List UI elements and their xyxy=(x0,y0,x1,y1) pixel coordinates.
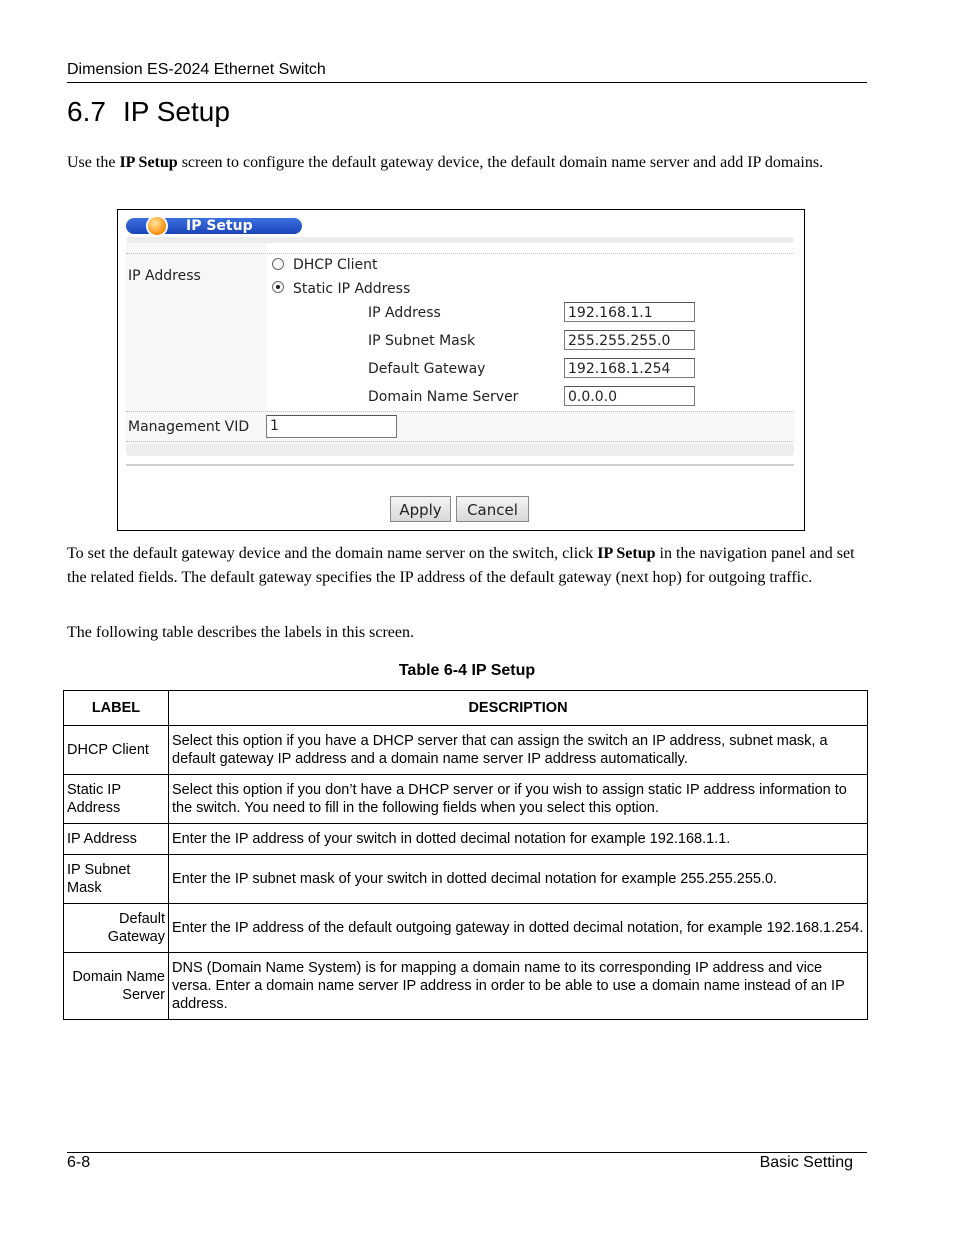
intro-bold: IP Setup xyxy=(119,154,178,171)
column-header-label: LABEL xyxy=(64,691,169,726)
section-heading: IP Setup xyxy=(123,96,230,127)
cancel-button[interactable]: Cancel xyxy=(456,496,529,522)
running-header: Dimension ES-2024 Ethernet Switch xyxy=(67,61,326,78)
tab-title: IP Setup xyxy=(186,218,253,234)
row-label: IP Address xyxy=(64,824,169,855)
row-description: Select this option if you have a DHCP server that can assign the switch an IP address, subnet mask, a default gateway IP address and a domain name server IP address automatically. xyxy=(169,726,868,775)
intro-text: Use the xyxy=(67,154,120,171)
management-vid-input[interactable]: 1 xyxy=(266,415,397,438)
table-row xyxy=(64,953,868,1020)
row-label: Static IP Address xyxy=(64,775,169,824)
section-number: 6.7 xyxy=(67,96,106,127)
static-ip-label[interactable]: Static IP Address xyxy=(293,281,411,297)
ip-setup-screenshot xyxy=(117,209,805,531)
footer-rule xyxy=(67,1152,867,1153)
intro-text-2: screen to configure the default gateway device, the default domain name server and add IP domains. xyxy=(177,154,824,171)
orange-orb-icon xyxy=(148,217,166,235)
row-description: DNS (Domain Name System) is for mapping a domain name to its corresponding IP address and vice versa. Enter a domain name server IP address in order to be able to use a domain name instead of an IP address. xyxy=(169,953,868,1020)
row-divider xyxy=(126,411,794,412)
p2-text: To set the default gateway device and the domain name server on the switch, click xyxy=(67,545,598,562)
row-label: Default Gateway xyxy=(64,904,169,953)
row-description: Select this option if you don’t have a DHCP server or if you wish to assign static IP address information to the switch. You need to fill in the following fields when you select this option. xyxy=(169,775,868,824)
chapter-name: Basic Setting xyxy=(759,1154,853,1171)
p2-bold: IP Setup xyxy=(597,545,656,562)
column-header-description: DESCRIPTION xyxy=(169,691,868,726)
panel-bottom-bar xyxy=(126,444,794,456)
ip-address-group-label: IP Address xyxy=(128,268,201,284)
dns-label: Domain Name Server xyxy=(368,389,519,405)
row-description: Enter the IP subnet mask of your switch in dotted decimal notation for example 255.255.255.0. xyxy=(169,855,868,904)
management-vid-label: Management VID xyxy=(128,419,250,435)
ip-address-input[interactable]: 192.168.1.1 xyxy=(564,302,695,322)
section-title xyxy=(67,96,230,128)
row-divider xyxy=(126,253,794,254)
static-ip-radio[interactable] xyxy=(272,281,284,293)
row-description: Enter the IP address of the default outgoing gateway in dotted decimal notation, for example 192.168.1.254. xyxy=(169,904,868,953)
table-row xyxy=(64,824,868,855)
default-gateway-input[interactable]: 192.168.1.254 xyxy=(564,358,695,378)
row-description: Enter the IP address of your switch in dotted decimal notation for example 192.168.1.1. xyxy=(169,824,868,855)
row-divider xyxy=(126,441,794,442)
table-row xyxy=(64,904,868,953)
table-caption: Table 6-4 IP Setup xyxy=(398,662,536,679)
dhcp-client-label[interactable]: DHCP Client xyxy=(293,257,378,273)
p2-text-2: in the navigation panel and set the related fields. The default gateway specifies the IP address of the default gateway (next hop) for outgoing traffic. xyxy=(67,545,855,586)
ip-setup-tab[interactable] xyxy=(126,218,302,234)
table-row xyxy=(64,726,868,775)
row-label: Domain Name Server xyxy=(64,953,169,1020)
table-row xyxy=(64,775,868,824)
labels-table xyxy=(63,690,868,1020)
panel-bottom-rule xyxy=(126,464,794,466)
row-label: IP Subnet Mask xyxy=(64,855,169,904)
subnet-mask-label: IP Subnet Mask xyxy=(368,333,476,349)
apply-button[interactable]: Apply xyxy=(390,496,451,522)
ip-address-label: IP Address xyxy=(368,305,441,321)
default-gateway-label: Default Gateway xyxy=(368,361,486,377)
dns-input[interactable]: 0.0.0.0 xyxy=(564,386,695,406)
table-header-row xyxy=(64,691,868,726)
dhcp-client-radio[interactable] xyxy=(272,258,284,270)
table-row xyxy=(64,855,868,904)
table-intro-paragraph: The following table describes the labels in this screen. xyxy=(67,624,415,641)
page-number: 6-8 xyxy=(67,1154,91,1171)
subnet-mask-input[interactable]: 255.255.255.0 xyxy=(564,330,695,350)
intro-paragraph xyxy=(67,151,857,175)
navigation-paragraph xyxy=(67,542,867,589)
row-label: DHCP Client xyxy=(64,726,169,775)
header-rule xyxy=(67,82,867,83)
